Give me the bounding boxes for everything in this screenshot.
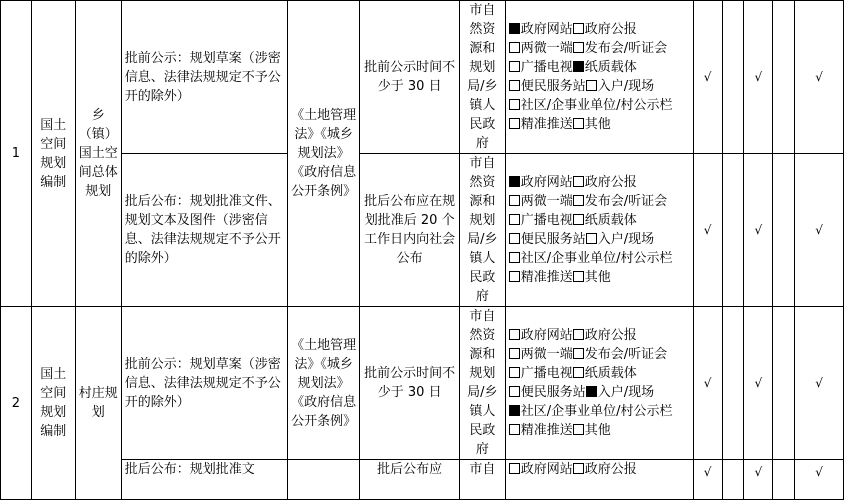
unchecked-box-icon (573, 348, 584, 359)
unchecked-box-icon (509, 252, 520, 263)
unchecked-box-icon (509, 271, 520, 282)
channel-line (509, 230, 690, 249)
channel-label: 其他 (584, 117, 611, 132)
channel-label: 入户/现场 (597, 385, 655, 400)
channel-label: 发布会/听证会 (584, 194, 668, 209)
channel-label: 政府公报 (584, 462, 637, 477)
unchecked-box-icon (509, 367, 520, 378)
channel-label: 政府网站 (520, 175, 573, 190)
unchecked-box-icon (573, 271, 584, 282)
unchecked-box-icon (509, 386, 520, 397)
channel-label: 政府网站 (520, 462, 573, 477)
unchecked-box-icon (586, 80, 597, 91)
checked-box-icon (586, 386, 597, 397)
checked-box-icon (509, 405, 520, 416)
channel-label: 两微一端 (520, 347, 573, 362)
check-cell: √ (744, 154, 773, 307)
category-cell: 国土空间规划编制 (31, 1, 75, 307)
channel-line (509, 58, 690, 77)
content-cell: 批前公示：规划草案（涉密信息、法律法规规定不予公开的除外） (121, 307, 287, 460)
check-cell (773, 1, 795, 154)
row-number: 2 (1, 307, 32, 500)
check-cell (773, 154, 795, 307)
channel-line (509, 345, 690, 364)
channel-label: 发布会/听证会 (584, 41, 668, 56)
channel-label: 两微一端 (520, 194, 573, 209)
channel-label: 发布会/听证会 (584, 347, 668, 362)
check-cell: √ (693, 154, 722, 307)
basis-cell: 《土地管理法》《城乡规划法》《政府信息公开条例》 (287, 1, 360, 307)
channel-line (509, 268, 690, 287)
channel-line (509, 192, 690, 211)
channel-line (509, 383, 690, 402)
channel-cell (505, 1, 693, 154)
item-cell: 乡（镇）国土空间总体规划 (75, 1, 121, 307)
channel-label: 社区/企事业单位/村公示栏 (520, 251, 673, 266)
content-cell: 批前公示：规划草案（涉密信息、法律法规规定不予公开的除外） (121, 1, 287, 154)
channel-cell (505, 154, 693, 307)
channel-label: 纸质载体 (584, 60, 637, 75)
checked-box-icon (509, 176, 520, 187)
time-limit-cell: 批前公示时间不少于 30 日 (360, 307, 459, 460)
channel-label: 政府公报 (584, 328, 637, 343)
channel-cell (505, 307, 693, 460)
channel-label: 政府公报 (584, 175, 637, 190)
unchecked-box-icon (573, 42, 584, 53)
check-cell: √ (693, 307, 722, 460)
unchecked-box-icon (509, 99, 520, 110)
table-row (1, 460, 844, 500)
check-cell: √ (744, 460, 773, 500)
unchecked-box-icon (573, 214, 584, 225)
content-cell: 批后公布：规划批准文件、规划文本及图件（涉密信息、法律法规规定不予公开的除外） (121, 154, 287, 307)
time-limit-cell: 批前公示时间不少于 30 日 (360, 1, 459, 154)
channel-line (509, 421, 690, 440)
channel-label: 广播电视 (520, 213, 573, 228)
basis-cell (287, 460, 360, 500)
check-cell (722, 460, 744, 500)
channel-label: 两微一端 (520, 41, 573, 56)
channel-label: 社区/企事业单位/村公示栏 (520, 404, 673, 419)
channel-line (509, 20, 690, 39)
unchecked-box-icon (573, 23, 584, 34)
unchecked-box-icon (573, 367, 584, 378)
check-cell (722, 154, 744, 307)
channel-label: 政府公报 (584, 22, 637, 37)
table-row (1, 1, 844, 154)
unchecked-box-icon (509, 42, 520, 53)
unchecked-box-icon (509, 233, 520, 244)
table-row (1, 154, 844, 307)
table-row (1, 307, 844, 460)
channel-label: 便民服务站 (520, 232, 586, 247)
row-number: 1 (1, 1, 32, 307)
unchecked-box-icon (509, 214, 520, 225)
unchecked-box-icon (509, 463, 520, 474)
channel-line (509, 96, 690, 115)
subject-cell: 市自 (459, 460, 505, 500)
check-cell: √ (795, 1, 844, 154)
channel-line (509, 115, 690, 134)
channel-label: 便民服务站 (520, 385, 586, 400)
unchecked-box-icon (509, 118, 520, 129)
content-cell: 批后公布：规划批准文 (121, 460, 287, 500)
unchecked-box-icon (509, 329, 520, 340)
channel-label: 入户/现场 (597, 79, 655, 94)
check-cell: √ (693, 460, 722, 500)
item-cell: 村庄规划 (75, 307, 121, 500)
check-cell: √ (693, 1, 722, 154)
unchecked-box-icon (573, 329, 584, 340)
subject-cell: 市自然资源和规划局/乡镇人民政府 (459, 307, 505, 460)
check-cell (722, 1, 744, 154)
channel-line (509, 402, 690, 421)
channel-label: 政府网站 (520, 22, 573, 37)
channel-label: 便民服务站 (520, 79, 586, 94)
unchecked-box-icon (573, 424, 584, 435)
check-cell (773, 307, 795, 460)
channel-label: 政府网站 (520, 328, 573, 343)
unchecked-box-icon (509, 80, 520, 91)
check-cell (773, 460, 795, 500)
channel-line (509, 77, 690, 96)
unchecked-box-icon (573, 118, 584, 129)
unchecked-box-icon (509, 195, 520, 206)
channel-label: 纸质载体 (584, 213, 637, 228)
channel-line (509, 39, 690, 58)
unchecked-box-icon (509, 424, 520, 435)
channel-label: 入户/现场 (597, 232, 655, 247)
unchecked-box-icon (509, 61, 520, 72)
check-cell: √ (795, 460, 844, 500)
channel-label: 其他 (584, 423, 611, 438)
channel-label: 精准推送 (520, 423, 573, 438)
check-cell: √ (744, 307, 773, 460)
channel-label: 社区/企事业单位/村公示栏 (520, 98, 673, 113)
channel-label: 广播电视 (520, 366, 573, 381)
channel-label: 纸质载体 (584, 366, 637, 381)
basis-cell: 《土地管理法》《城乡规划法》《政府信息公开条例》 (287, 307, 360, 460)
channel-line (509, 364, 690, 383)
time-limit-cell: 批后公布应在规划批准后 20 个工作日内向社会公布 (360, 154, 459, 307)
check-cell: √ (795, 307, 844, 460)
channel-line (509, 326, 690, 345)
time-limit-cell: 批后公布应 (360, 460, 459, 500)
check-cell: √ (744, 1, 773, 154)
unchecked-box-icon (509, 348, 520, 359)
unchecked-box-icon (573, 463, 584, 474)
channel-cell (505, 460, 693, 500)
unchecked-box-icon (573, 195, 584, 206)
channel-label: 其他 (584, 270, 611, 285)
subject-cell: 市自然资源和规划局/乡镇人民政府 (459, 1, 505, 154)
subject-cell: 市自然资源和规划局/乡镇人民政府 (459, 154, 505, 307)
check-cell (722, 307, 744, 460)
channel-label: 精准推送 (520, 270, 573, 285)
channel-line (509, 460, 690, 479)
channel-line (509, 173, 690, 192)
checked-box-icon (509, 23, 520, 34)
check-cell: √ (795, 154, 844, 307)
channel-label: 广播电视 (520, 60, 573, 75)
category-cell: 国土空间规划编制 (31, 307, 75, 500)
channel-line (509, 211, 690, 230)
unchecked-box-icon (586, 233, 597, 244)
unchecked-box-icon (573, 176, 584, 187)
checked-box-icon (573, 61, 584, 72)
channel-label: 精准推送 (520, 117, 573, 132)
channel-line (509, 249, 690, 268)
